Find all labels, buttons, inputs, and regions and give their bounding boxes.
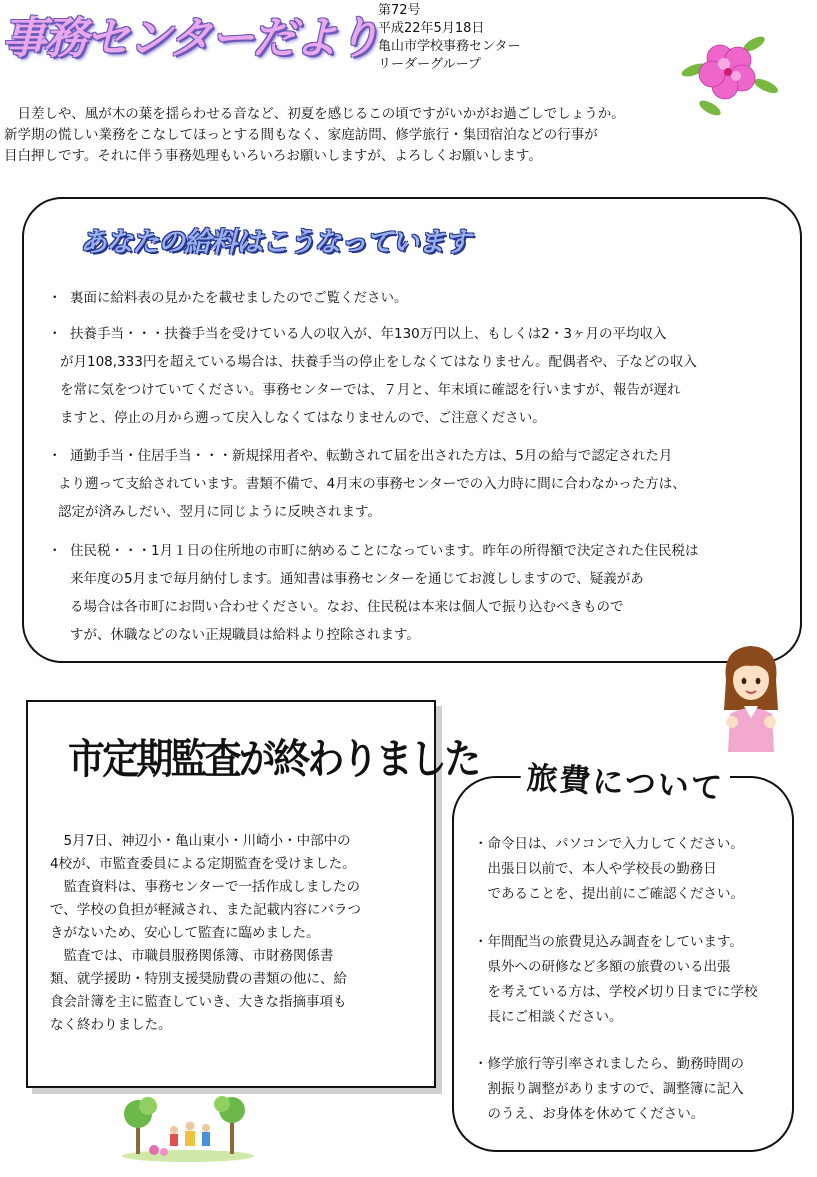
salary-item bbox=[48, 442, 798, 526]
bullet: ・ bbox=[48, 448, 62, 464]
travel-line: のうえ、お身体を休めてください。 bbox=[474, 1106, 705, 1122]
audit-line: 監査では、市職員服務関係簿、市財務関係書 bbox=[50, 948, 334, 964]
issue-date: 平成22年5月18日 bbox=[378, 21, 485, 36]
salary-item-line: 通勤手当・住居手当・・・新規採用者や、転勤されて届を出された方は、5月の給与で認定された月 bbox=[70, 448, 673, 464]
audit-section-title: 市定期監査が終わりました bbox=[68, 735, 479, 783]
salary-item-line: 裏面に給料表の見かたを載せましたのでご覧ください。 bbox=[70, 290, 408, 306]
issue-number: 第72号 bbox=[378, 3, 421, 18]
bullet: ・ bbox=[48, 290, 62, 306]
travel-line: 割振り調整がありますので、調整簿に記入 bbox=[474, 1081, 744, 1097]
salary-item-line: 来年度の5月まで毎月納付します。通知書は事務センターを通じてお渡ししますので、疑義があ bbox=[70, 571, 644, 587]
salary-item bbox=[48, 320, 798, 432]
audit-line: 類、就学援助・特別支援奨励費の書類の他に、給 bbox=[50, 971, 347, 987]
girl-character-icon bbox=[718, 640, 784, 752]
travel-section-title: 旅費について bbox=[520, 752, 731, 808]
salary-item-line: ますと、停止の月から遡って戻入しなくてはなりませんので、ご注意ください。 bbox=[60, 410, 546, 426]
salary-item-line: すが、休職などのない正規職員は給料より控除されます。 bbox=[70, 627, 420, 643]
travel-line: であることを、提出前にご確認ください。 bbox=[474, 886, 744, 902]
salary-section-title: あなたの給料はこうなっています bbox=[80, 227, 470, 258]
travel-line: 出張日以前で、本人や学校長の勤務日 bbox=[474, 861, 717, 877]
salary-item-line: より遡って支給されています。書類不備で、4月末の事務センターでの入力時に間に合わなかった方は、 bbox=[58, 476, 686, 492]
intro-paragraph bbox=[4, 104, 684, 167]
travel-item bbox=[474, 832, 794, 907]
travel-line: を考えている方は、学校〆切り日までに学校 bbox=[474, 984, 758, 1000]
travel-line: 長にご相談ください。 bbox=[474, 1009, 623, 1025]
salary-item bbox=[48, 537, 798, 649]
salary-item-line: 扶養手当・・・扶養手当を受けている人の収入が、年130万円以上、もしくは2・3ヶ月の平均収入 bbox=[70, 326, 667, 342]
azalea-flower-icon bbox=[680, 30, 780, 120]
bullet: ・ bbox=[48, 326, 62, 342]
intro-line: 日差しや、風が木の葉を揺らわせる音など、初夏を感じるこの頃ですがいかがお過ごしでしょうか。 bbox=[4, 106, 625, 122]
salary-item-line: を常に気をつけていてください。事務センターでは、７月と、年末頃に確認を行いますが、報告が遅れ bbox=[60, 382, 681, 398]
audit-line: 4校が、市監査委員による定期監査を受けました。 bbox=[50, 856, 356, 872]
bullet: ・ bbox=[48, 543, 62, 559]
salary-item-line: が月108,333円を超えている場合は、扶養手当の停止をしなくてはなりません。配偶者や、子などの収入 bbox=[60, 354, 697, 370]
audit-line: で、学校の負担が軽減され、また記載内容にバラつ bbox=[50, 902, 362, 918]
audit-line: 監査資料は、事務センターで一括作成しましたの bbox=[50, 879, 360, 895]
travel-item bbox=[474, 930, 794, 1030]
travel-line: ・命令日は、パソコンで入力してください。 bbox=[474, 836, 744, 852]
travel-line: ・修学旅行等引率されましたら、勤務時間の bbox=[474, 1056, 744, 1072]
travel-line: ・年間配当の旅費見込み調査をしています。 bbox=[474, 934, 743, 950]
salary-item bbox=[48, 284, 798, 312]
publisher: 亀山市学校事務センター bbox=[378, 39, 521, 54]
travel-item bbox=[474, 1052, 794, 1127]
intro-line: 新学期の慌しい業務をこなしてほっとする間もなく、家庭訪問、修学旅行・集団宿泊などの行事が bbox=[4, 127, 598, 143]
salary-item-line: 住民税・・・1月１日の住所地の市町に納めることになっています。昨年の所得額で決定された住民税は bbox=[70, 543, 699, 559]
audit-line: 5月7日、神辺小・亀山東小・川崎小・中部中の bbox=[50, 833, 351, 849]
issue-info bbox=[378, 2, 520, 74]
audit-line: 食会計簿を主に監査していき、大きな指摘事項も bbox=[50, 994, 347, 1010]
audit-line: なく終わりました。 bbox=[50, 1017, 172, 1033]
audit-line: きがないため、安心して監査に臨めました。 bbox=[50, 925, 320, 941]
publisher-group: リーダーグループ bbox=[378, 57, 481, 72]
masthead-title: 事務センターだより bbox=[2, 13, 379, 64]
travel-line: 県外への研修など多額の旅費のいる出張 bbox=[474, 959, 731, 975]
salary-item-line: 認定が済みしだい、翌月に同じように反映されます。 bbox=[58, 504, 381, 520]
salary-item-line: る場合は各市町にお問い合わせください。なお、住民税は本来は個人で振り込むべきもので bbox=[70, 599, 624, 615]
audit-section-body bbox=[50, 830, 430, 1037]
intro-line: 目白押しです。それに伴う事務処理もいろいろお願いしますが、よろしくお願いします。 bbox=[4, 148, 542, 164]
trees-and-family-icon bbox=[118, 1092, 258, 1164]
